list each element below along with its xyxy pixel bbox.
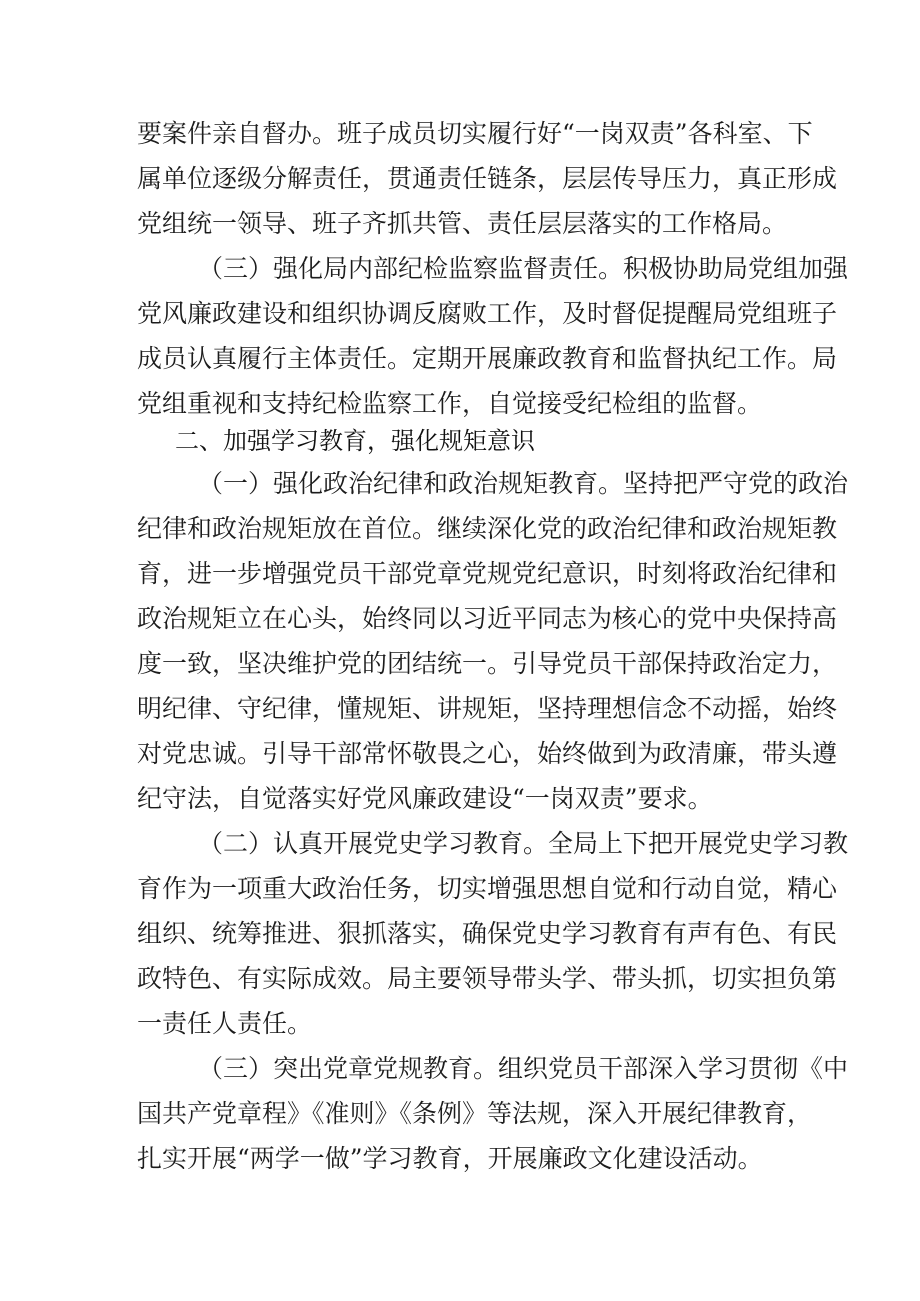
- text-line: 育作为一项重大政治任务，切实增强思想自觉和行动自觉，精心: [137, 874, 838, 903]
- text-line: 一责任人责任。: [137, 1009, 313, 1038]
- text-line: 组织、统筹推进、狠抓落实，确保党史学习教育有声有色、有民: [137, 919, 838, 948]
- text-line: 要案件亲自督办。班子成员切实履行好“一岗双责”各科室、下: [137, 119, 813, 148]
- text-line: 对党忠诚。引导干部常怀敬畏之心，始终做到为政清廉，带头遵: [137, 739, 838, 768]
- text-line: 度一致，坚决维护党的团结统一。引导党员干部保持政治定力，: [137, 649, 838, 678]
- text-line: 党组重视和支持纪检监察工作，自觉接受纪检组的监督。: [137, 389, 763, 418]
- text-line: 扎实开展“两学一做”学习教育，开展廉政文化建设活动。: [137, 1144, 763, 1173]
- text-line: （二）认真开展党史学习教育。全局上下把开展党史学习教: [198, 829, 849, 858]
- text-line: 政特色、有实际成效。局主要领导带头学、带头抓，切实担负第: [137, 964, 838, 993]
- text-line: 明纪律、守纪律，懂规矩、讲规矩，坚持理想信念不动摇，始终: [137, 694, 838, 723]
- text-line: 纪律和政治规矩放在首位。继续深化党的政治纪律和政治规矩教: [137, 514, 838, 543]
- text-line: 党组统一领导、班子齐抓共管、责任层层落实的工作格局。: [137, 209, 788, 238]
- section-heading: 二、加强学习教育，强化规矩意识: [175, 427, 535, 455]
- text-line: 党风廉政建设和组织协调反腐败工作，及时督促提醒局党组班子: [137, 299, 838, 328]
- text-line: 成员认真履行主体责任。定期开展廉政教育和监督执纪工作。局: [137, 344, 838, 373]
- text-line: 育，进一步增强党员干部党章党规党纪意识，时刻将政治纪律和: [137, 559, 838, 588]
- text-line: 纪守法，自觉落实好党风廉政建设“一岗双责”要求。: [137, 784, 713, 813]
- text-line: （一）强化政治纪律和政治规矩教育。坚持把严守党的政治: [198, 469, 849, 498]
- text-line: 国共产党章程》《准则》《条例》等法规，深入开展纪律教育，: [137, 1099, 813, 1128]
- text-line: （三）强化局内部纪检监察监督责任。积极协助局党组加强: [198, 254, 849, 283]
- text-line: 政治规矩立在心头，始终同以习近平同志为核心的党中央保持高: [137, 604, 838, 633]
- text-line: 属单位逐级分解责任，贯通责任链条，层层传导压力，真正形成: [137, 164, 838, 193]
- text-line: （三）突出党章党规教育。组织党员干部深入学习贯彻《中: [198, 1054, 849, 1083]
